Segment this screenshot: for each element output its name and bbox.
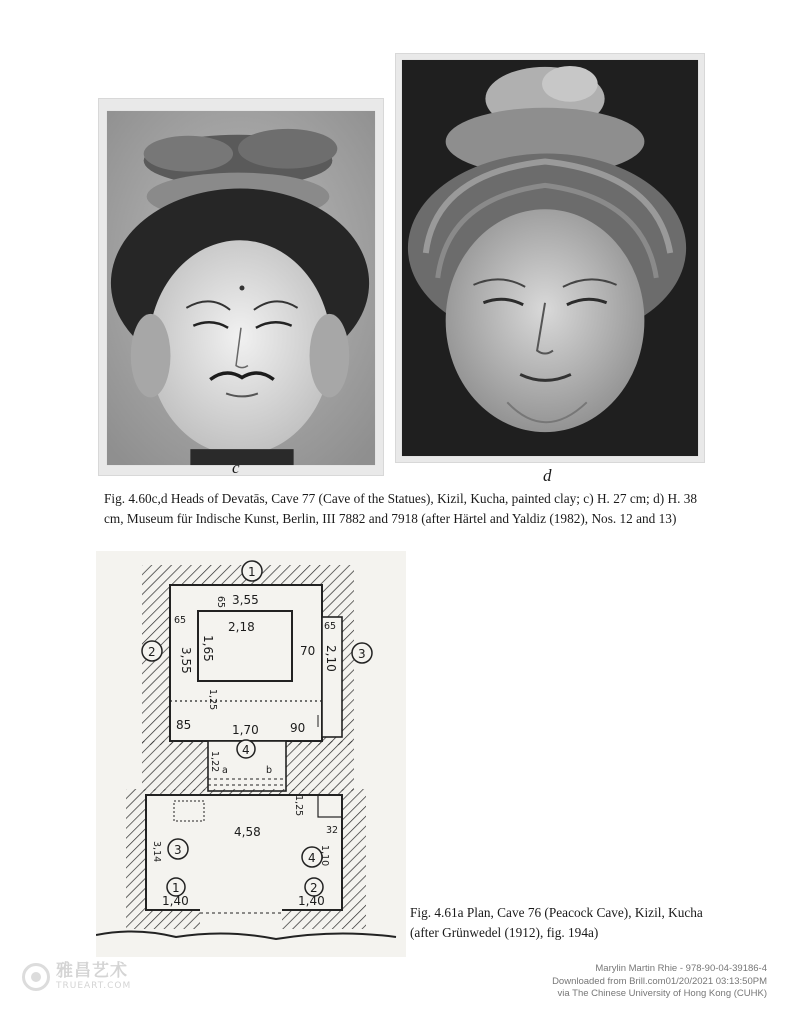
svg-text:2: 2: [310, 881, 318, 895]
watermark-en: TRUEART.COM: [56, 981, 132, 991]
dim-top-left-wall: 65: [174, 615, 187, 626]
dim-right-gap: 70: [300, 644, 316, 658]
dim-antechamber-left: 3,14: [151, 841, 162, 863]
photo-devata-head-d: [395, 53, 705, 463]
cave-plan-drawing: [96, 551, 406, 957]
photo-label-c: c: [232, 458, 240, 477]
watermark-logo-icon: [22, 963, 50, 991]
dim-front-left: 85: [176, 718, 192, 732]
dim-passage-depth: 1,22: [209, 751, 220, 773]
photo-devata-head-c: [98, 98, 384, 476]
plan-marker-3-right: [352, 643, 372, 663]
svg-text:4: 4: [242, 743, 250, 757]
dim-block-depth: 1,65: [201, 635, 215, 662]
svg-text:3: 3: [174, 843, 182, 857]
devata-head-d-image: [396, 54, 704, 462]
svg-text:1: 1: [248, 565, 256, 579]
devata-head-c-image: [99, 99, 383, 475]
dim-front-width: 1,70: [232, 723, 259, 737]
dim-right-side: 2,10: [324, 645, 338, 672]
dim-passage-a: a: [222, 765, 228, 776]
dim-bottom-right-door: 1,40: [298, 894, 325, 908]
dim-antechamber-right-small: 32: [326, 825, 339, 836]
dim-block-width: 2,18: [228, 620, 255, 634]
dim-top-wall: 65: [215, 596, 226, 609]
download-footer: [552, 963, 767, 1001]
cave-plan-svg: [96, 551, 406, 957]
dim-passage-b: b: [266, 765, 273, 776]
plan-marker-1-top: [242, 561, 262, 581]
dim-antechamber-right: 1,10: [319, 845, 330, 867]
svg-text:2: 2: [148, 645, 156, 659]
dim-front-right: 90: [290, 721, 306, 735]
figure-caption-devatas: Fig. 4.60c,d Heads of Devatās, Cave 77 (Cave of the Statues), Kizil, Kucha, painted clay; c) H. 27 cm; d) H. 38 cm, Museum für Indische Kunst, Berlin, III 7882 and 7918 (after Härtel and Yaldiz (1982), Nos. 12 and 13): [104, 491, 698, 526]
dim-bottom-left-door: 1,40: [162, 894, 189, 908]
footer-line-3: via The Chinese University of Hong Kong (CUHK): [557, 988, 767, 999]
watermark-cn: 雅昌艺术: [56, 961, 128, 981]
dim-antechamber-width: 4,58: [234, 825, 261, 839]
dim-top-width: 3,55: [232, 593, 259, 607]
right-corridor: [322, 617, 342, 737]
photo-label-d: d: [543, 466, 552, 485]
dim-top-right-wall: 65: [324, 621, 337, 632]
dim-passage-right: 1,25: [293, 795, 304, 817]
footer-line-2: Downloaded from Brill.com01/20/2021 03:13:50PM: [552, 975, 767, 987]
figure-caption-plan: Fig. 4.61a Plan, Cave 76 (Peacock Cave), Kizil, Kucha (after Grünwedel (1912), fig. 194a): [410, 905, 703, 940]
plan-marker-4-passage: [237, 740, 255, 758]
artron-watermark: [22, 963, 131, 991]
footer-line-1: Marylin Martin Rhie - 978-90-04-39186-4: [595, 963, 767, 974]
plan-marker-2-left: [142, 641, 162, 661]
dim-left-depth: 3,55: [179, 647, 193, 674]
svg-text:1: 1: [172, 881, 180, 895]
plan-marker-3-ante: [168, 839, 188, 859]
plan-marker-4-ante: [302, 847, 322, 867]
svg-text:4: 4: [308, 851, 316, 865]
svg-text:3: 3: [358, 647, 366, 661]
dim-front-gap: 1,25: [207, 689, 218, 711]
